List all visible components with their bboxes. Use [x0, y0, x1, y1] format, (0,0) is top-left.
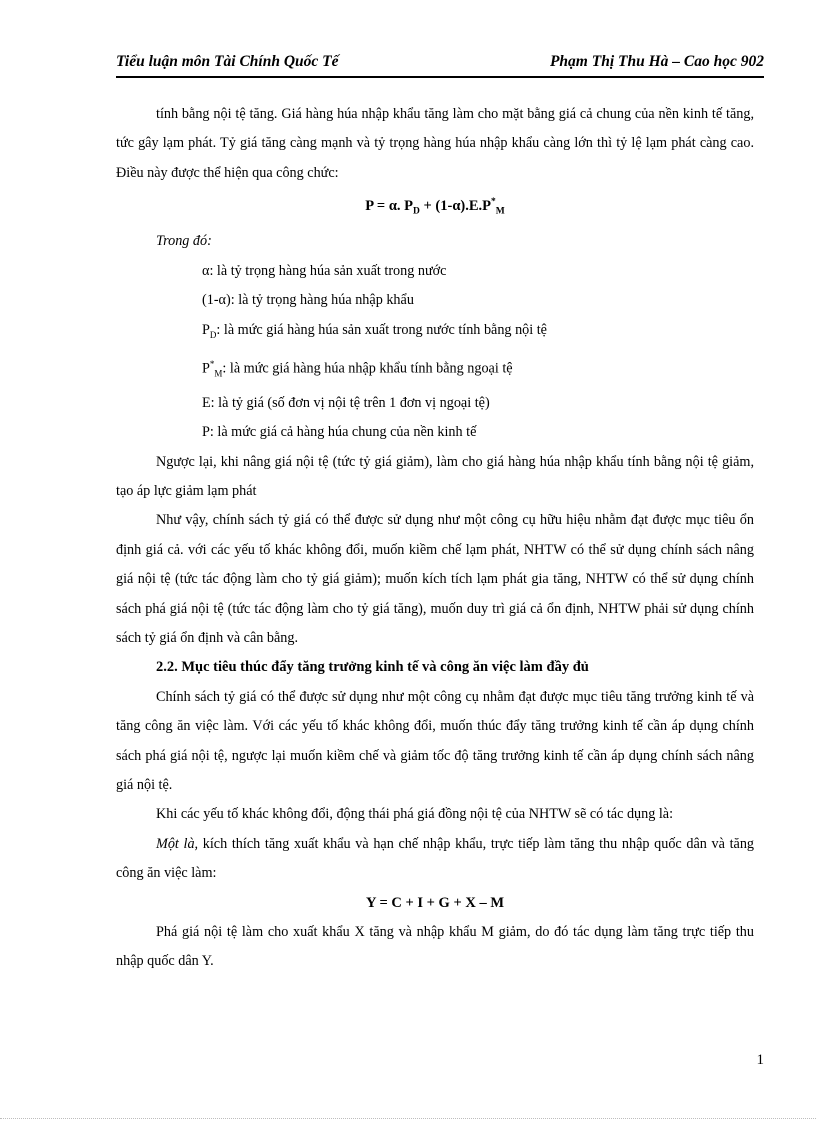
- page-header: [116, 50, 764, 78]
- paragraph-devaluation-result: Phá giá nội tệ làm cho xuất khẩu X tăng và nhập khẩu M giảm, do đó tác dụng làm tăng trực tiếp thu nhập quốc dân Y.: [116, 924, 754, 970]
- paragraph-inflation-intro: tính bằng nội tệ tăng. Giá hàng húa nhập khẩu tăng làm cho mặt bằng giá cả chung của nền kinh tế tăng, tức gây lạm phát. Tỷ giá tăng càng mạnh và tỷ trọng hàng húa nhập khẩu càng lớn thì tỷ lệ lạm phát càng cao. Điều này được thể hiện qua công chức:: [116, 106, 754, 181]
- definition-one-minus-alpha: (1-α): là tỷ trọng hàng húa nhập khẩu: [202, 292, 414, 309]
- header-course-title: Tiểu luận môn Tài Chính Quốc Tế: [116, 53, 339, 70]
- page-bottom-divider: [0, 1118, 816, 1119]
- definition-e: E: là tỷ giá (số đơn vị nội tệ trên 1 đơn vị ngoại tệ): [202, 394, 490, 411]
- paragraph-devaluation-effects: Khi các yếu tố khác không đổi, động thái phá giá đồng nội tệ của NHTW sẽ có tác dụng là:: [156, 806, 674, 823]
- paragraph-first-effect: [116, 830, 754, 889]
- page-content: [116, 100, 754, 977]
- paragraph-growth-policy: Chính sách tỷ giá có thể được sử dụng như một công cụ nhằm đạt được mục tiêu tăng trưởng kinh tế và tăng công ăn việc làm. Với các yếu tố khác không đổi, muốn thúc đẩy tăng trưởng kinh tế cần áp dụng chính sách phá giá nội tệ, ngược lại muốn kiềm chế và giảm tốc độ tăng trưởng kinh tế cần áp dụng chính sách nâng giá nội tệ.: [116, 688, 754, 794]
- header-author: Phạm Thị Thu Hà – Cao học 902: [549, 53, 764, 70]
- gdp-formula: Y = C + I + G + X – M: [365, 894, 505, 911]
- definition-pm: $P^*_M$: là mức giá hàng húa nhập khẩu tính bằng ngoại tệ: [202, 358, 513, 379]
- price-formula: P = α. $P_D + (1-\alpha).E.P^*_M$: [365, 197, 505, 217]
- definition-p: P: là mức giá cả hàng húa chung của nền kinh tế: [202, 424, 477, 441]
- first-effect-text: kích thích tăng xuất khẩu và hạn chế nhập khẩu, trực tiếp làm tăng thu nhập quốc dân và tăng công ăn việc làm:: [116, 835, 755, 882]
- where-label: Trong đó:: [156, 233, 212, 250]
- page-number: 1: [756, 1052, 764, 1068]
- first-effect-label: Một là,: [156, 835, 199, 852]
- section-heading-2-2: 2.2. Mục tiêu thúc đẩy tăng trưởng kinh tế và công ăn việc làm đầy đủ: [156, 659, 589, 676]
- definition-pd: $P_D$: là mức giá hàng húa sản xuất trong nước tính bằng nội tệ: [202, 321, 547, 340]
- definition-alpha: α: là tỷ trọng hàng húa sản xuất trong nước: [202, 262, 447, 279]
- paragraph-policy-summary: Như vậy, chính sách tỷ giá có thể được sử dụng như một công cụ hữu hiệu nhằm đạt được mục tiêu ổn định giá cả. với các yếu tố khác không đổi, muốn kiềm chế lạm phát, NHTW có thể sử dụng chính sách nâng giá nội tệ (tức tác động làm cho tỷ giá giảm); muốn kích tích lạm phát gia tăng, NHTW có thể sử dụng chính sách phá giá nội tệ (tức tác động làm cho tỷ giá tăng), muốn duy trì giá cả ổn định, NHTW phải sử dụng chính sách tỷ giá ổn định và cân bằng.: [116, 512, 754, 647]
- paragraph-revaluation: Ngược lại, khi nâng giá nội tệ (tức tỷ giá giảm), làm cho giá hàng húa nhập khẩu tính bằng nội tệ giảm, tạo áp lực giảm lạm phát: [116, 453, 754, 499]
